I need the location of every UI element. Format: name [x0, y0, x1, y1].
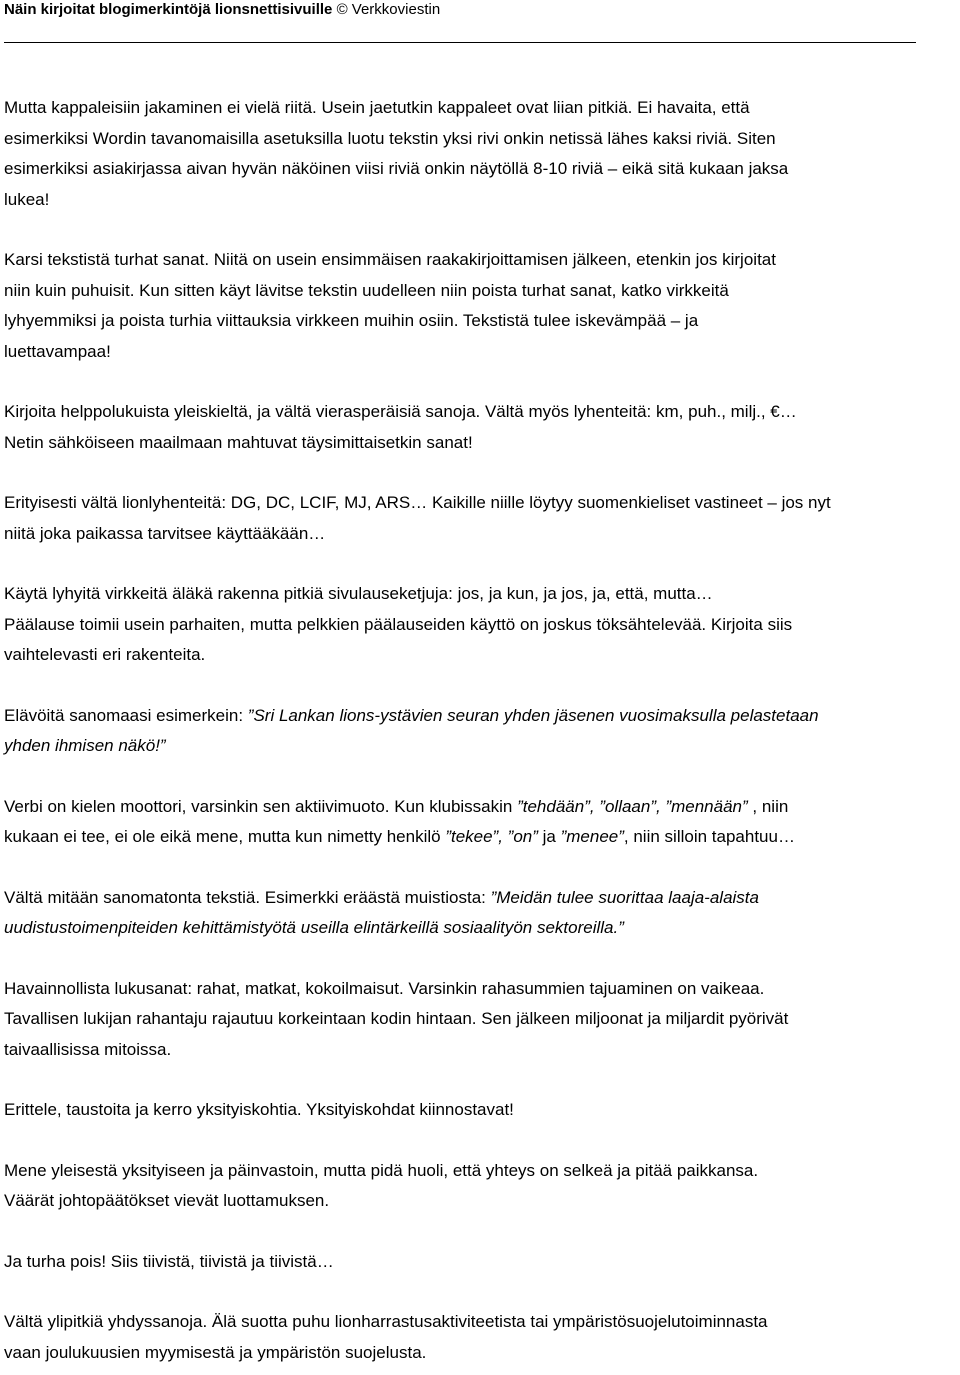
text-line: [4, 883, 954, 914]
paragraph: [4, 701, 954, 762]
text-line: [4, 397, 954, 428]
text-run: niin kuin puhuisit. Kun sitten käyt lävitse tekstin uudelleen niin poista turhat sanat, katko virkkeitä: [4, 280, 729, 300]
paragraph: [4, 579, 954, 671]
text-run: Verbi on kielen moottori, varsinkin sen aktiivimuoto. Kun klubissakin: [4, 796, 518, 816]
text-run: Netin sähköiseen maailmaan mahtuvat täysimittaisetkin sanat!: [4, 432, 473, 452]
text-line: [4, 731, 954, 762]
text-run: , niin: [747, 796, 789, 816]
text-line: [4, 428, 954, 459]
paragraph: [4, 1156, 954, 1217]
text-line: [4, 1035, 954, 1066]
text-line: [4, 154, 954, 185]
text-line: [4, 1186, 954, 1217]
text-run: Havainnollista lukusanat: rahat, matkat, kokoilmaisut. Varsinkin rahasummien tajuaminen on vaikeaa.: [4, 978, 765, 998]
text-run: , niin silloin tapahtuu…: [623, 827, 795, 846]
text-run: Käytä lyhyitä virkkeitä äläkä rakenna pitkiä sivulauseketjuja: jos, ja kun, ja jos, ja, että, mutta…: [4, 584, 713, 603]
paragraph: [4, 488, 954, 549]
text-run: Tavallisen lukijan rahantaju rajautuu korkeintaan kodin hintaan. Sen jälkeen miljoonat ja miljardit pyörivät: [4, 1009, 789, 1028]
text-run: lyhyemmiksi ja poista turhia viittauksia virkkeen muihin osiin. Tekstistä tulee iskevämpää – ja: [4, 311, 699, 330]
text-line: [4, 640, 954, 671]
italic-text: ”Meidän tulee suorittaa laaja-alaista: [490, 887, 759, 907]
paragraph: [4, 245, 954, 367]
text-line: [4, 701, 954, 732]
paragraph: [4, 1307, 954, 1368]
italic-text: ”tekee”, ”on”: [445, 827, 538, 846]
text-run: Kirjoita helppolukuista yleiskieltä, ja vältä vierasperäisiä sanoja. Vältä myös lyhenteitä: km, puh., milj., €…: [4, 402, 797, 421]
text-line: [4, 337, 954, 368]
text-line: [4, 488, 954, 519]
text-run: vaihtelevasti eri rakenteita.: [4, 645, 206, 664]
text-line: [4, 124, 954, 155]
text-line: [4, 1307, 954, 1338]
text-run: Väärät johtopäätökset vievät luottamuksen.: [4, 1191, 330, 1210]
text-line: [4, 1156, 954, 1187]
text-run: Karsi tekstistä turhat sanat. Niitä on usein ensimmäisen raakakirjoittamisen jälkeen, etenkin jos kirjoitat: [4, 250, 776, 269]
paragraph: [4, 792, 954, 853]
italic-text: ”Sri Lankan lions-ystävien seuran yhden jäsenen vuosimaksulla pelastetaan: [247, 705, 819, 725]
text-line: [4, 822, 954, 853]
document-body: [4, 93, 954, 1368]
text-run: Erityisesti vältä lionlyhenteitä: DG, DC, LCIF, MJ, ARS… Kaikille niille löytyy suomenkieliset vastineet – jos nyt: [4, 493, 831, 512]
text-run: Vältä ylipitkiä yhdyssanoja. Älä suotta puhu lionharrastusaktiviteetista tai ympäristösuojelutoiminnasta: [4, 1312, 768, 1331]
text-run: esimerkiksi asiakirjassa aivan hyvän näköinen viisi riviä onkin näytöllä 8-10 riviä – eikä sitä kukaan jaksa: [4, 159, 789, 178]
text-run: Ja turha pois! Siis tiivistä, tiivistä ja tiivistä…: [4, 1251, 334, 1271]
text-line: [4, 276, 954, 307]
text-run: ja: [537, 827, 561, 846]
text-run: lukea!: [4, 189, 50, 209]
text-run: vaan joulukuusien myymisestä ja ympäristön suojelusta.: [4, 1342, 427, 1362]
text-run: niitä joka paikassa tarvitsee käyttääkään…: [4, 523, 326, 543]
text-line: [4, 974, 954, 1005]
text-run: Päälause toimii usein parhaiten, mutta pelkkien päälauseiden käyttö on joskus töksähtelevää. Kirjoita siis: [4, 614, 793, 634]
page-header: [4, 0, 960, 20]
text-line: [4, 93, 954, 124]
text-run: kukaan ei tee, ei ole eikä mene, mutta kun nimetty henkilö: [4, 827, 446, 846]
text-run: Vältä mitään sanomatonta tekstiä. Esimerkki eräästä muistiosta:: [4, 887, 491, 907]
paragraph: [4, 883, 954, 944]
text-line: [4, 913, 954, 944]
italic-text: uudistustoimenpiteiden kehittämistyötä useilla elintärkeillä sosiaalityön sektoreilla.”: [4, 918, 624, 937]
italic-text: ”tehdään”, ”ollaan”, ”mennään”: [517, 796, 748, 816]
text-line: [4, 792, 954, 823]
italic-text: ”menee”: [560, 827, 624, 846]
text-run: Mutta kappaleisiin jakaminen ei vielä riitä. Usein jaetutkin kappaleet ovat liian pitkiä. Ei havaita, että: [4, 98, 750, 117]
text-line: [4, 245, 954, 276]
text-run: taivaallisissa mitoissa.: [4, 1039, 172, 1059]
paragraph: [4, 1095, 954, 1126]
text-run: esimerkiksi Wordin tavanomaisilla asetuksilla luotu tekstin yksi rivi onkin netissä lähes kaksi riviä. Siten: [4, 128, 776, 148]
text-line: [4, 185, 954, 216]
text-run: Mene yleisestä yksityiseen ja päinvastoin, mutta pidä huoli, että yhteys on selkeä ja pitää paikkansa.: [4, 1160, 759, 1180]
paragraph: [4, 974, 954, 1066]
text-line: [4, 1338, 954, 1369]
text-line: [4, 1004, 954, 1035]
header-copyright: © Verkkoviestin: [336, 1, 441, 18]
paragraph: [4, 93, 954, 215]
paragraph: [4, 1247, 954, 1278]
paragraph: [4, 397, 954, 458]
header-title: Näin kirjoitat blogimerkintöjä lionsnettisivuille: [4, 1, 333, 18]
text-run: Elävöitä sanomaasi esimerkein:: [4, 705, 248, 725]
text-line: [4, 1095, 954, 1126]
text-line: [4, 1247, 954, 1278]
text-run: Erittele, taustoita ja kerro yksityiskohtia. Yksityiskohdat kiinnostavat!: [4, 1100, 514, 1119]
text-line: [4, 306, 954, 337]
italic-text: yhden ihmisen näkö!”: [4, 736, 166, 755]
text-line: [4, 610, 954, 641]
text-line: [4, 579, 954, 610]
text-run: luettavampaa!: [4, 341, 111, 361]
text-line: [4, 519, 954, 550]
header-rule: [4, 42, 916, 43]
